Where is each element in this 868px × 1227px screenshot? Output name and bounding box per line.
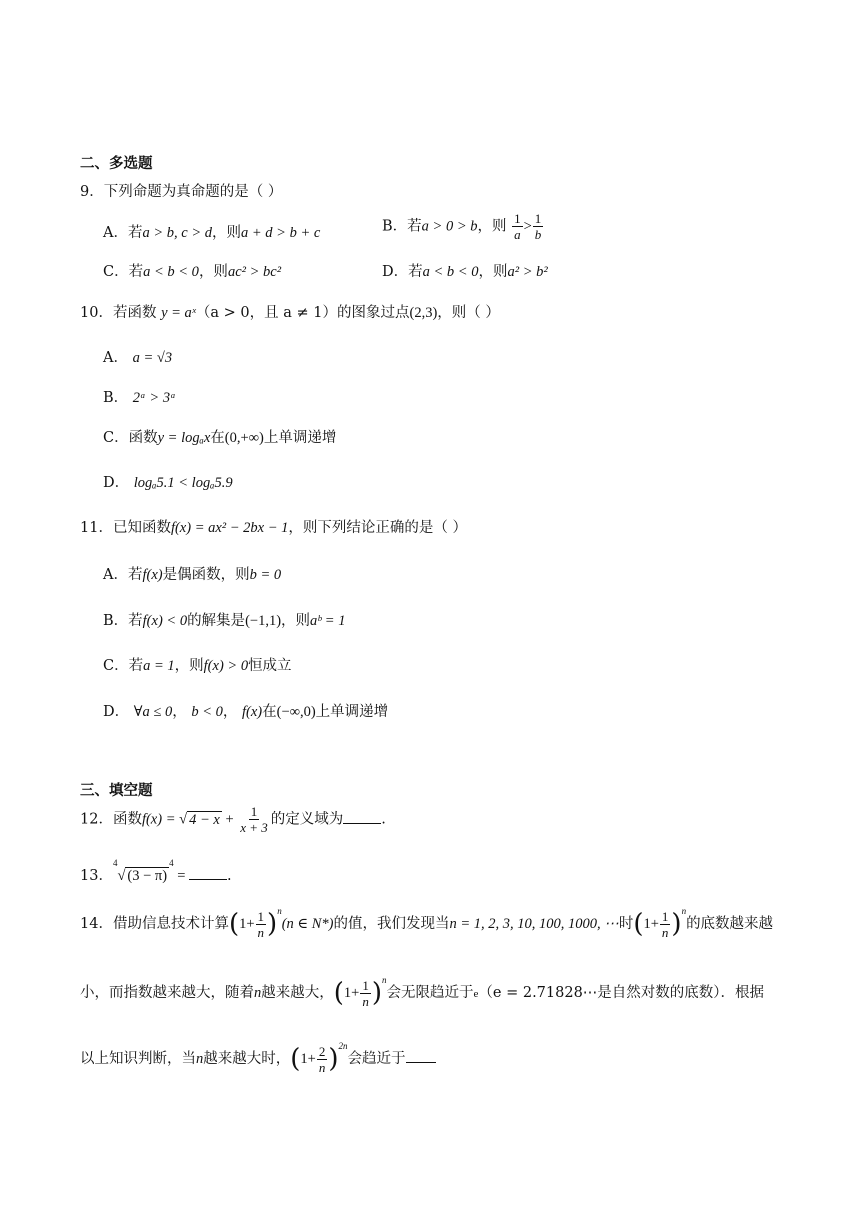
question-9-stem: 9．下列命题为真命题的是（ ） (80, 184, 283, 200)
question-12: 12．函数f(x) = √ 4 − x + $\frac{1}{x + 3}$ 的定义域为 . (80, 804, 386, 835)
answer-blank-12[interactable] (343, 811, 381, 824)
question-11-option-b[interactable]: B．若f(x) < 0的解集是(−1,1)，则aᵇ = 1 (103, 613, 346, 629)
question-10-option-a[interactable]: A． a = √3 (103, 350, 173, 366)
section-title-fill-in: 三、填空题 (80, 783, 153, 799)
section-title-multiple-choice: 二、多选题 (80, 156, 153, 172)
question-11-option-a[interactable]: A．若f(x)是偶函数，则b = 0 (103, 567, 282, 583)
question-13: 13．$^4$√ $(3 - \pi)^4$ = . (80, 858, 232, 884)
question-10-stem: 10．若函数 y = aˣ（a > 0，且 a ≠ 1）的图象过点(2,3)，则（ ） (80, 305, 500, 321)
question-11-option-c[interactable]: C．若a = 1，则f(x) > 0恒成立 (103, 658, 292, 674)
question-9-option-d[interactable]: D．若a < b < 0，则a² > b² (382, 264, 548, 280)
question-9-option-c[interactable]: C．若a < b < 0，则ac² > bc² (103, 264, 282, 280)
question-11-stem: 11．已知函数f(x) = ax² − 2bx − 1，则下列结论正确的是（ ） (80, 520, 468, 536)
question-9-option-a[interactable]: A．若a > b, c > d，则a + d > b + c (103, 225, 321, 241)
question-11-option-d[interactable]: D． ∀a ≤ 0， b < 0， f(x)在(−∞,0)上单调递增 (103, 704, 389, 720)
question-10-option-d[interactable]: D． logₐ5.1 < logₐ5.9 (103, 475, 233, 491)
question-9-option-b[interactable]: B．若a > 0 > b，则 $\frac{1}{a}$ > $\frac{1}{b}$ (382, 211, 542, 242)
question-10-option-b[interactable]: B． 2ᵃ > 3ᵃ (103, 390, 176, 406)
question-10-option-c[interactable]: C．函数y = logₐx在(0,+∞)上单调递增 (103, 430, 337, 446)
answer-blank-13[interactable] (189, 867, 227, 880)
question-14-line-2: 小，而指数越来越大，随着n越来越大，(1+ $\frac{1}{n}$ )$^n$会无限趋近于e（e = 2.71828⋯是自然对数的底数）．根据 (80, 975, 765, 1009)
question-14-line-3: 以上知识判断，当n越来越大时，(1+ $\frac{2}{n}$ )$^{2n}$会趋近于 (80, 1041, 436, 1074)
question-14-line-1: 14．借助信息技术计算(1+ $\frac{1}{n}$ )$^n$(n ∈ N*)的值，我们发现当n = 1, 2, 3, 10, 100, 1000, ⋯时(1+ $\frac{1}{n}$ )$^n$的底数越来越 (80, 906, 774, 940)
answer-blank-14[interactable] (406, 1050, 436, 1063)
